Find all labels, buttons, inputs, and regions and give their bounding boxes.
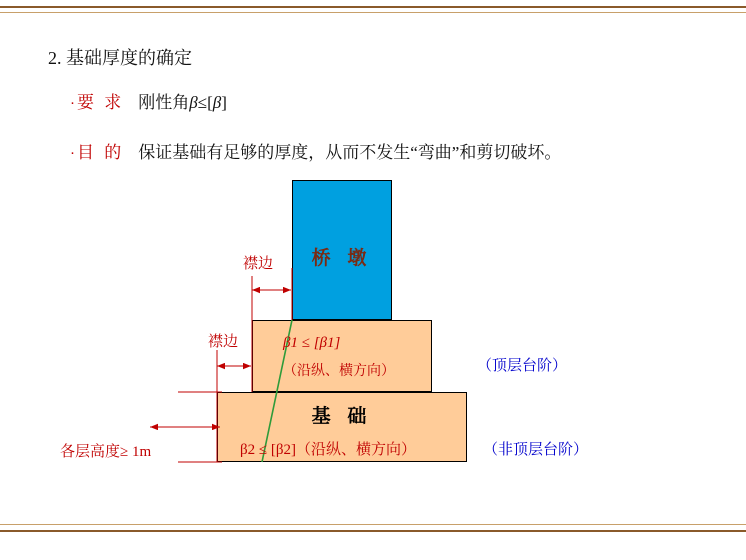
label-beta2-condition: β2 ≤ [β2]（沿纵、横方向） <box>240 442 416 458</box>
bullet-dot-icon: · <box>70 146 75 162</box>
page-title: 2. 基础厚度的确定 <box>48 48 192 68</box>
requirement-prefix: 刚性角 <box>138 93 190 112</box>
bullet-goal-label: 目 的 <box>77 143 125 162</box>
requirement-beta-allow: β <box>212 93 222 112</box>
bullet-goal-text: 保证基础有足够的厚度，从而不发生“弯曲”和剪切破坏。 <box>138 143 562 162</box>
footing-label: 基 础 <box>311 406 373 427</box>
bullet-dot-icon: · <box>70 96 75 112</box>
bullet-requirement-label: 要 求 <box>77 93 125 112</box>
bottom-rule-thick <box>0 530 746 532</box>
requirement-relation: ≤ <box>197 93 208 112</box>
label-non-top-step: （非顶层台阶） <box>483 442 589 458</box>
pier-label: 桥 墩 <box>311 248 373 269</box>
label-lapel-top: 襟边 <box>243 256 274 272</box>
label-beta1-direction: （沿纵、横方向） <box>283 364 395 379</box>
requirement-beta: β <box>189 93 198 112</box>
label-beta1-condition: β1 ≤ [β1] <box>283 335 341 351</box>
bottom-rule-thin <box>0 524 746 525</box>
bullet-requirement-text <box>138 93 227 112</box>
requirement-bracket-open: [ <box>207 93 213 112</box>
bullet-goal <box>70 138 561 163</box>
foundation-diagram <box>0 170 746 500</box>
requirement-bracket-close: ] <box>221 93 227 112</box>
label-lapel-bottom: 襟边 <box>208 334 239 350</box>
bullet-requirement <box>70 88 227 113</box>
top-rule-thin <box>0 12 746 13</box>
label-layer-height: 各层高度≥ 1m <box>60 444 152 460</box>
top-rule-thick <box>0 6 746 8</box>
label-top-step: （顶层台阶） <box>477 358 568 374</box>
